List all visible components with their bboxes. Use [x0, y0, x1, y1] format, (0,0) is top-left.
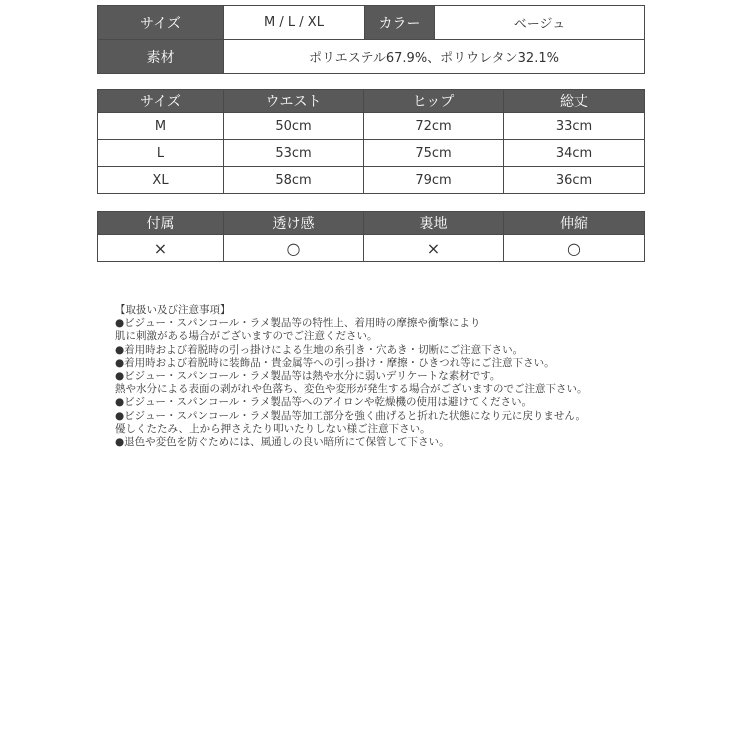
note-line: ●退色や変色を防ぐためには、風通しの良い暗所にて保管して下さい。 [115, 436, 450, 449]
product-info-table [97, 5, 645, 74]
lining-value: × [364, 235, 504, 262]
feature-table [97, 211, 645, 262]
waist-cell: 58cm [224, 167, 364, 194]
table-row [98, 113, 645, 140]
length-cell: 36cm [504, 167, 645, 194]
table-row [98, 167, 645, 194]
note-line: 優しくたたみ、上から押さえたり叩いたりしない様ご注意下さい。 [115, 422, 431, 435]
note-line: ●着用時および着脱時の引っ掛けによる生地の糸引き・穴あき・切断にご注意下さい。 [115, 343, 524, 356]
color-value: ベージュ [435, 6, 645, 40]
sheerness-header: 透け感 [224, 212, 364, 235]
size-cell: XL [98, 167, 224, 194]
sheerness-value: ○ [224, 235, 364, 262]
color-label: カラー [365, 6, 435, 40]
size-cell: L [98, 140, 224, 167]
note-line: ●ビジュー・スパンコール・ラメ製品等加工部分を強く曲げると折れた状態になり元に戻りません。 [115, 409, 587, 422]
hip-header: ヒップ [364, 90, 504, 113]
waist-cell: 50cm [224, 113, 364, 140]
note-line: ●ビジュー・スパンコール・ラメ製品等の特性上、着用時の摩擦や衝撃により [115, 317, 481, 330]
note-line: ●ビジュー・スパンコール・ラメ製品等へのアイロンや乾燥機の使用は避けてください。 [115, 396, 532, 409]
note-line: 肌に刺激がある場合がございますのでご注意ください。 [115, 330, 378, 343]
note-line: ●着用時および着脱時に装飾品・貴金属等への引っ掛け・摩擦・ひきつれ等にご注意下さい。 [115, 356, 555, 369]
length-cell: 34cm [504, 140, 645, 167]
note-line: ●ビジュー・スパンコール・ラメ製品等は熱や水分に弱いデリケートな素材です。 [115, 370, 501, 383]
hip-cell: 72cm [364, 113, 504, 140]
hip-cell: 75cm [364, 140, 504, 167]
size-label: サイズ [98, 6, 224, 40]
size-table [97, 89, 645, 194]
waist-header: ウエスト [224, 90, 364, 113]
notes-heading: 【取扱い及び注意事項】 [115, 304, 231, 316]
note-line: 熱や水分による表面の剥がれや色落ち、変色や変形が発生する場合がございますのでご注意下さい。 [115, 383, 588, 396]
table-row [98, 235, 645, 262]
lining-header: 裏地 [364, 212, 504, 235]
material-label: 素材 [98, 40, 224, 74]
size-cell: M [98, 113, 224, 140]
accessory-header: 付属 [98, 212, 224, 235]
stretch-value: ○ [504, 235, 645, 262]
care-notes [115, 304, 675, 449]
accessory-value: × [98, 235, 224, 262]
stretch-header: 伸縮 [504, 212, 645, 235]
waist-cell: 53cm [224, 140, 364, 167]
size-header: サイズ [98, 90, 224, 113]
size-value: M / L / XL [224, 6, 365, 40]
material-value: ポリエステル67.9%、ポリウレタン32.1% [224, 40, 645, 74]
table-row [98, 140, 645, 167]
hip-cell: 79cm [364, 167, 504, 194]
length-cell: 33cm [504, 113, 645, 140]
length-header: 総丈 [504, 90, 645, 113]
